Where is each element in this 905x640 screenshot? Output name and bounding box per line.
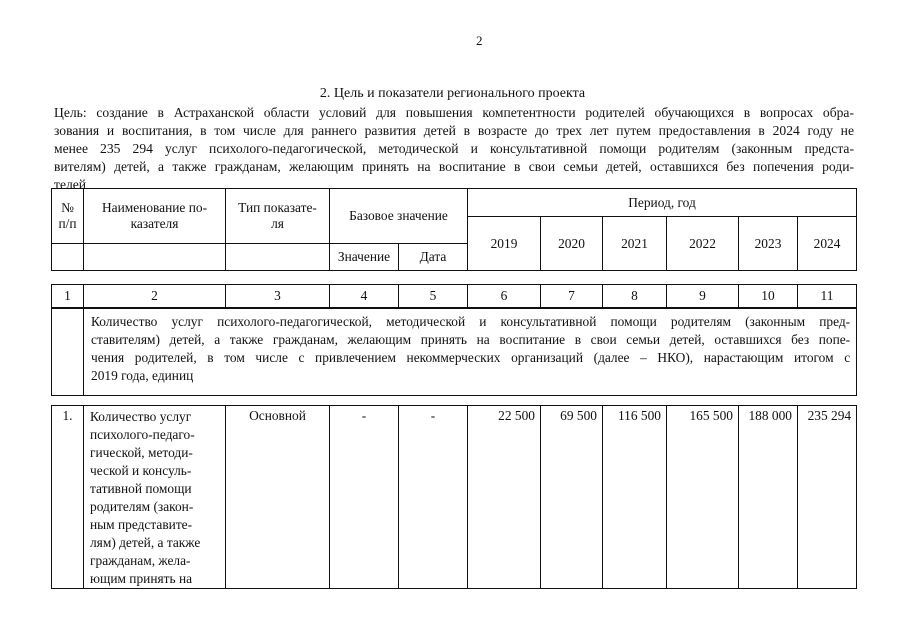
row-name-line: тативной помощи — [90, 481, 192, 496]
row-name-line: ным представите- — [90, 517, 193, 532]
header-year: 2024 — [798, 217, 857, 271]
row-name-line: ющим принять на — [90, 571, 193, 586]
row-name-line: психолого-педаго- — [90, 427, 195, 442]
header-name-cont — [84, 244, 226, 271]
column-number: 7 — [541, 285, 603, 308]
section-title: 2. Цель и показатели регионального проекта — [319, 86, 586, 101]
column-number: 5 — [399, 285, 468, 308]
row-type: Основной — [226, 406, 330, 589]
row-name-line: родителям (закон- — [90, 499, 194, 514]
row-value-2024: 235 294 — [798, 406, 857, 589]
row-name-line: лям) детей, а также — [90, 535, 201, 550]
column-number: 10 — [739, 285, 798, 308]
indicators-table-body — [51, 308, 857, 589]
column-number: 8 — [603, 285, 667, 308]
goal-line: зования и воспитания, в том числе для раннего развития детей в возрасте до трех лет путем предоставления в 2024 году не — [54, 123, 854, 138]
row-name-line: Количество услуг — [90, 409, 192, 424]
row-num: 1. — [52, 406, 84, 589]
header-year: 2020 — [541, 217, 603, 271]
column-number: 9 — [667, 285, 739, 308]
header-year: 2021 — [603, 217, 667, 271]
column-number: 2 — [84, 285, 226, 308]
header-num: № п/п — [52, 189, 84, 244]
header-base-date: Дата — [399, 244, 468, 271]
row-spacer — [52, 396, 857, 406]
header-year: 2023 — [739, 217, 798, 271]
group-description — [84, 309, 857, 396]
header-type: Тип показате-ля — [226, 189, 330, 244]
row-value-2020: 69 500 — [541, 406, 603, 589]
indicators-header-table — [51, 188, 857, 271]
goal-line: телей — [54, 177, 87, 192]
group-line: чения родителей, в том числе с привлечением некоммерческих организаций (далее – НКО), нарастающим итогом с — [91, 350, 851, 365]
header-year: 2019 — [468, 217, 541, 271]
header-type-cont — [226, 244, 330, 271]
page-number: 2 — [476, 33, 483, 48]
goal-line: вителям) детей, а также гражданам, желающим принять на воспитание в свои семьи детей, оставшихся без попечения роди- — [54, 159, 854, 174]
row-name-line: гической, методи- — [90, 445, 193, 460]
header-period: Период, год — [468, 189, 857, 217]
column-number: 3 — [226, 285, 330, 308]
column-number: 1 — [52, 285, 84, 308]
row-name — [84, 406, 226, 589]
header-num-cont — [52, 244, 84, 271]
row-value-2021: 116 500 — [603, 406, 667, 589]
column-number: 4 — [330, 285, 399, 308]
goal-line: Цель: создание в Астраханской области условий для повышения компетентности родителей обучающихся в вопросах обра- — [54, 105, 854, 120]
header-base-value: Значение — [330, 244, 399, 271]
group-line: Количество услуг психолого-педагогической, методической и консультативной помощи родителям (законным пред- — [91, 314, 851, 329]
row-base-value: - — [330, 406, 399, 589]
header-base: Базовое значение — [330, 189, 468, 244]
row-value-2022: 165 500 — [667, 406, 739, 589]
row-base-date: - — [399, 406, 468, 589]
group-num-cell — [52, 309, 84, 396]
header-year: 2022 — [667, 217, 739, 271]
group-line: 2019 года, единиц — [91, 368, 194, 383]
goal-paragraph — [54, 104, 854, 194]
table-row — [52, 406, 857, 589]
row-value-2023: 188 000 — [739, 406, 798, 589]
row-value-2019: 22 500 — [468, 406, 541, 589]
column-number: 6 — [468, 285, 541, 308]
group-line: ставителям) детей, а также гражданам, желающим принять на воспитание в свои семьи детей, оставшихся без попе- — [91, 332, 851, 347]
header-name: Наименование по-казателя — [84, 189, 226, 244]
column-number: 11 — [798, 285, 857, 308]
row-name-line: гражданам, жела- — [90, 553, 191, 568]
goal-line: менее 235 294 услуг психолого-педагогической, методической и консультативной помощи родителям (законным предста- — [54, 141, 854, 156]
column-number-row — [51, 284, 857, 308]
row-name-line: ческой и консуль- — [90, 463, 192, 478]
